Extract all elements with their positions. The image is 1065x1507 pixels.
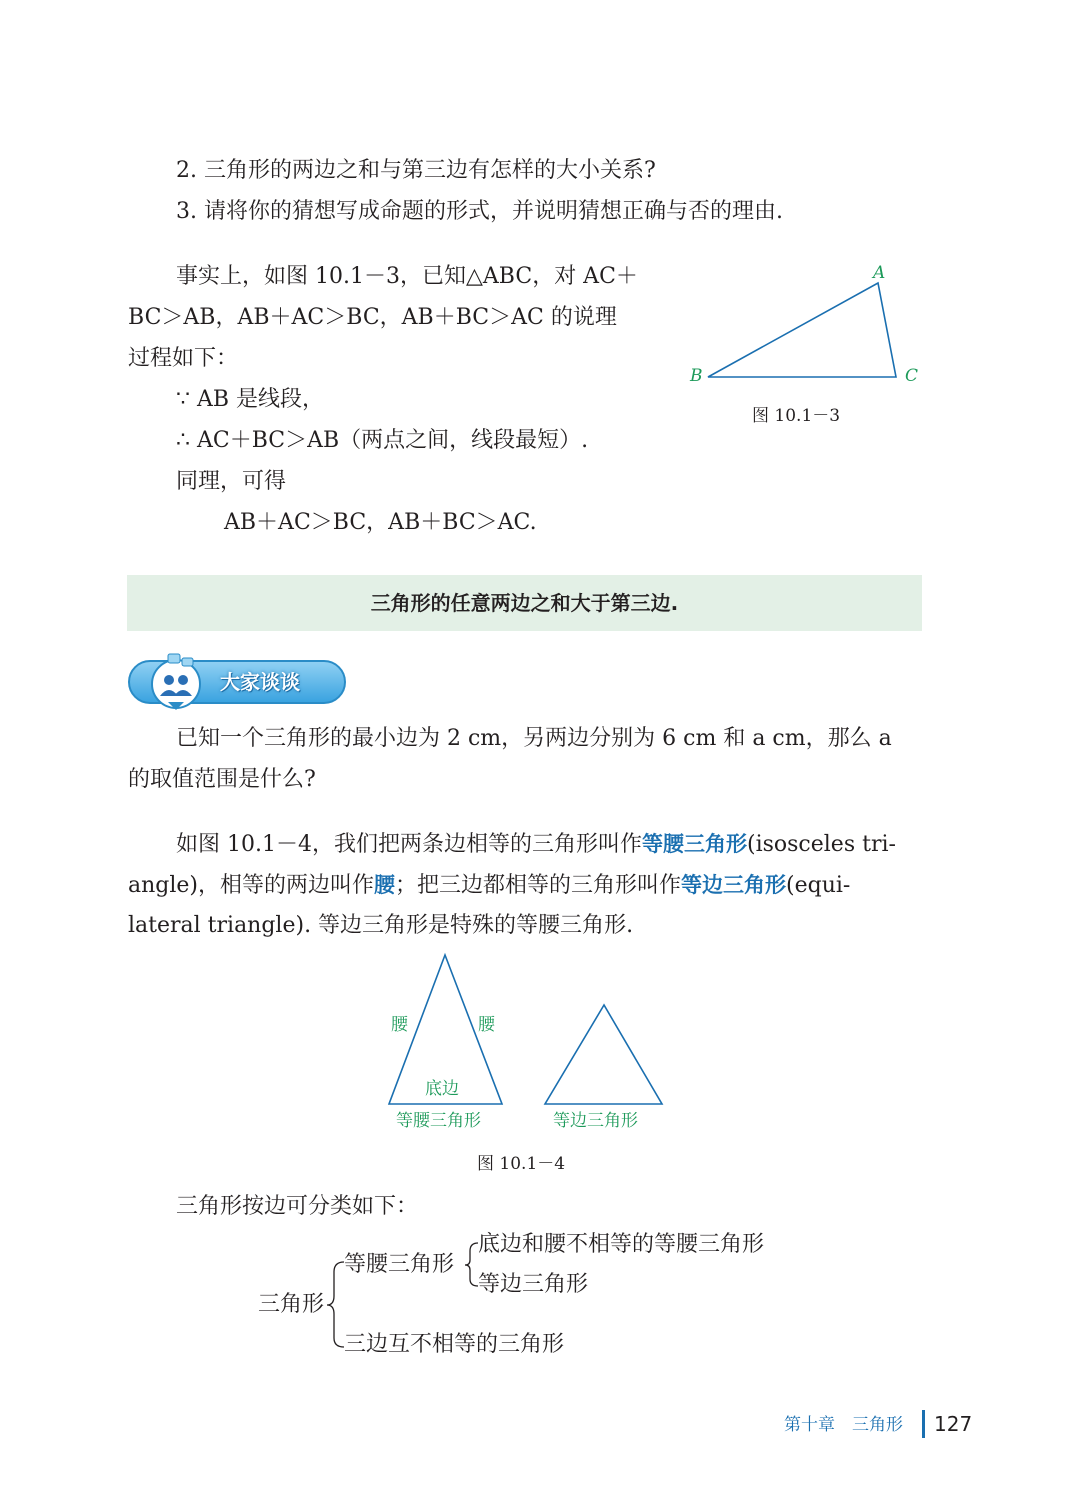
vertex-label-b: B <box>690 366 703 386</box>
discussion-line-1: 已知一个三角形的最小边为 2 cm，另两边分别为 6 cm 和 a cm，那么 a <box>176 726 892 751</box>
proof-line-2: BC＞AB，AB＋AC＞BC，AB＋BC＞AC 的说理 <box>128 305 617 330</box>
footer-page-number: 127 <box>934 1412 973 1436</box>
label-isosceles: 等腰三角形 <box>396 1111 481 1131</box>
proof-step-similarly: 同理，可得 <box>176 469 287 494</box>
label-base: 底边 <box>425 1079 459 1099</box>
vertex-label-a: A <box>873 263 886 283</box>
proof-step-result: AB＋AC＞BC，AB＋BC＞AC. <box>224 510 537 535</box>
proof-line-3: 过程如下： <box>128 346 239 371</box>
term-isosceles-triangle: 等腰三角形 <box>641 832 747 856</box>
classification-intro: 三角形按边可分类如下： <box>176 1194 419 1219</box>
label-equilateral: 等边三角形 <box>553 1111 638 1131</box>
classification-leaf-unequal-base: 底边和腰不相等的等腰三角形 <box>478 1232 765 1257</box>
figure-caption-1014: 图 10.1－4 <box>477 1154 566 1174</box>
proof-step-therefore: ∴ AC＋BC＞AB（两点之间，线段最短）. <box>176 428 589 453</box>
classification-branch-isosceles: 等腰三角形 <box>344 1252 455 1277</box>
question-2: 2. 三角形的两边之和与第三边有怎样的大小关系? <box>176 158 656 183</box>
term-equilateral-triangle: 等边三角形 <box>681 873 787 897</box>
classification-branch-scalene: 三边互不相等的三角形 <box>344 1332 565 1357</box>
brace-isosceles <box>465 1243 478 1286</box>
definition-text: ；把三边都相等的三角形叫作 <box>395 873 682 898</box>
label-leg-right: 腰 <box>478 1015 495 1035</box>
discussion-badge-label: 大家谈谈 <box>220 670 300 694</box>
term-leg: 腰 <box>374 873 396 897</box>
discussion-line-2: 的取值范围是什么? <box>128 767 316 792</box>
definition-line-3: lateral triangle). 等边三角形是特殊的等腰三角形. <box>128 913 634 938</box>
classification-leaf-equilateral: 等边三角形 <box>478 1272 589 1297</box>
figure-caption-1013: 图 10.1－3 <box>752 406 841 426</box>
definition-text: angle)，相等的两边叫作 <box>128 873 375 898</box>
theorem-banner: 三角形的任意两边之和大于第三边. <box>127 575 922 631</box>
definition-text: (isosceles tri- <box>746 832 896 857</box>
vertex-label-c: C <box>905 366 919 386</box>
footer-divider <box>922 1410 925 1438</box>
definition-text: 如图 10.1－4，我们把两条边相等的三角形叫作 <box>176 832 642 857</box>
classification-root: 三角形 <box>258 1292 325 1317</box>
definition-text: (equi- <box>786 873 851 898</box>
proof-line-1: 事实上，如图 10.1－3，已知△ABC，对 AC＋ <box>176 264 638 289</box>
proof-step-because: ∵ AB 是线段， <box>176 387 325 412</box>
label-leg-left: 腰 <box>391 1015 408 1035</box>
question-3: 3. 请将你的猜想写成命题的形式，并说明猜想正确与否的理由. <box>176 199 783 224</box>
brace-root <box>327 1262 344 1347</box>
footer-chapter-title: 第十章 三角形 <box>784 1415 903 1435</box>
